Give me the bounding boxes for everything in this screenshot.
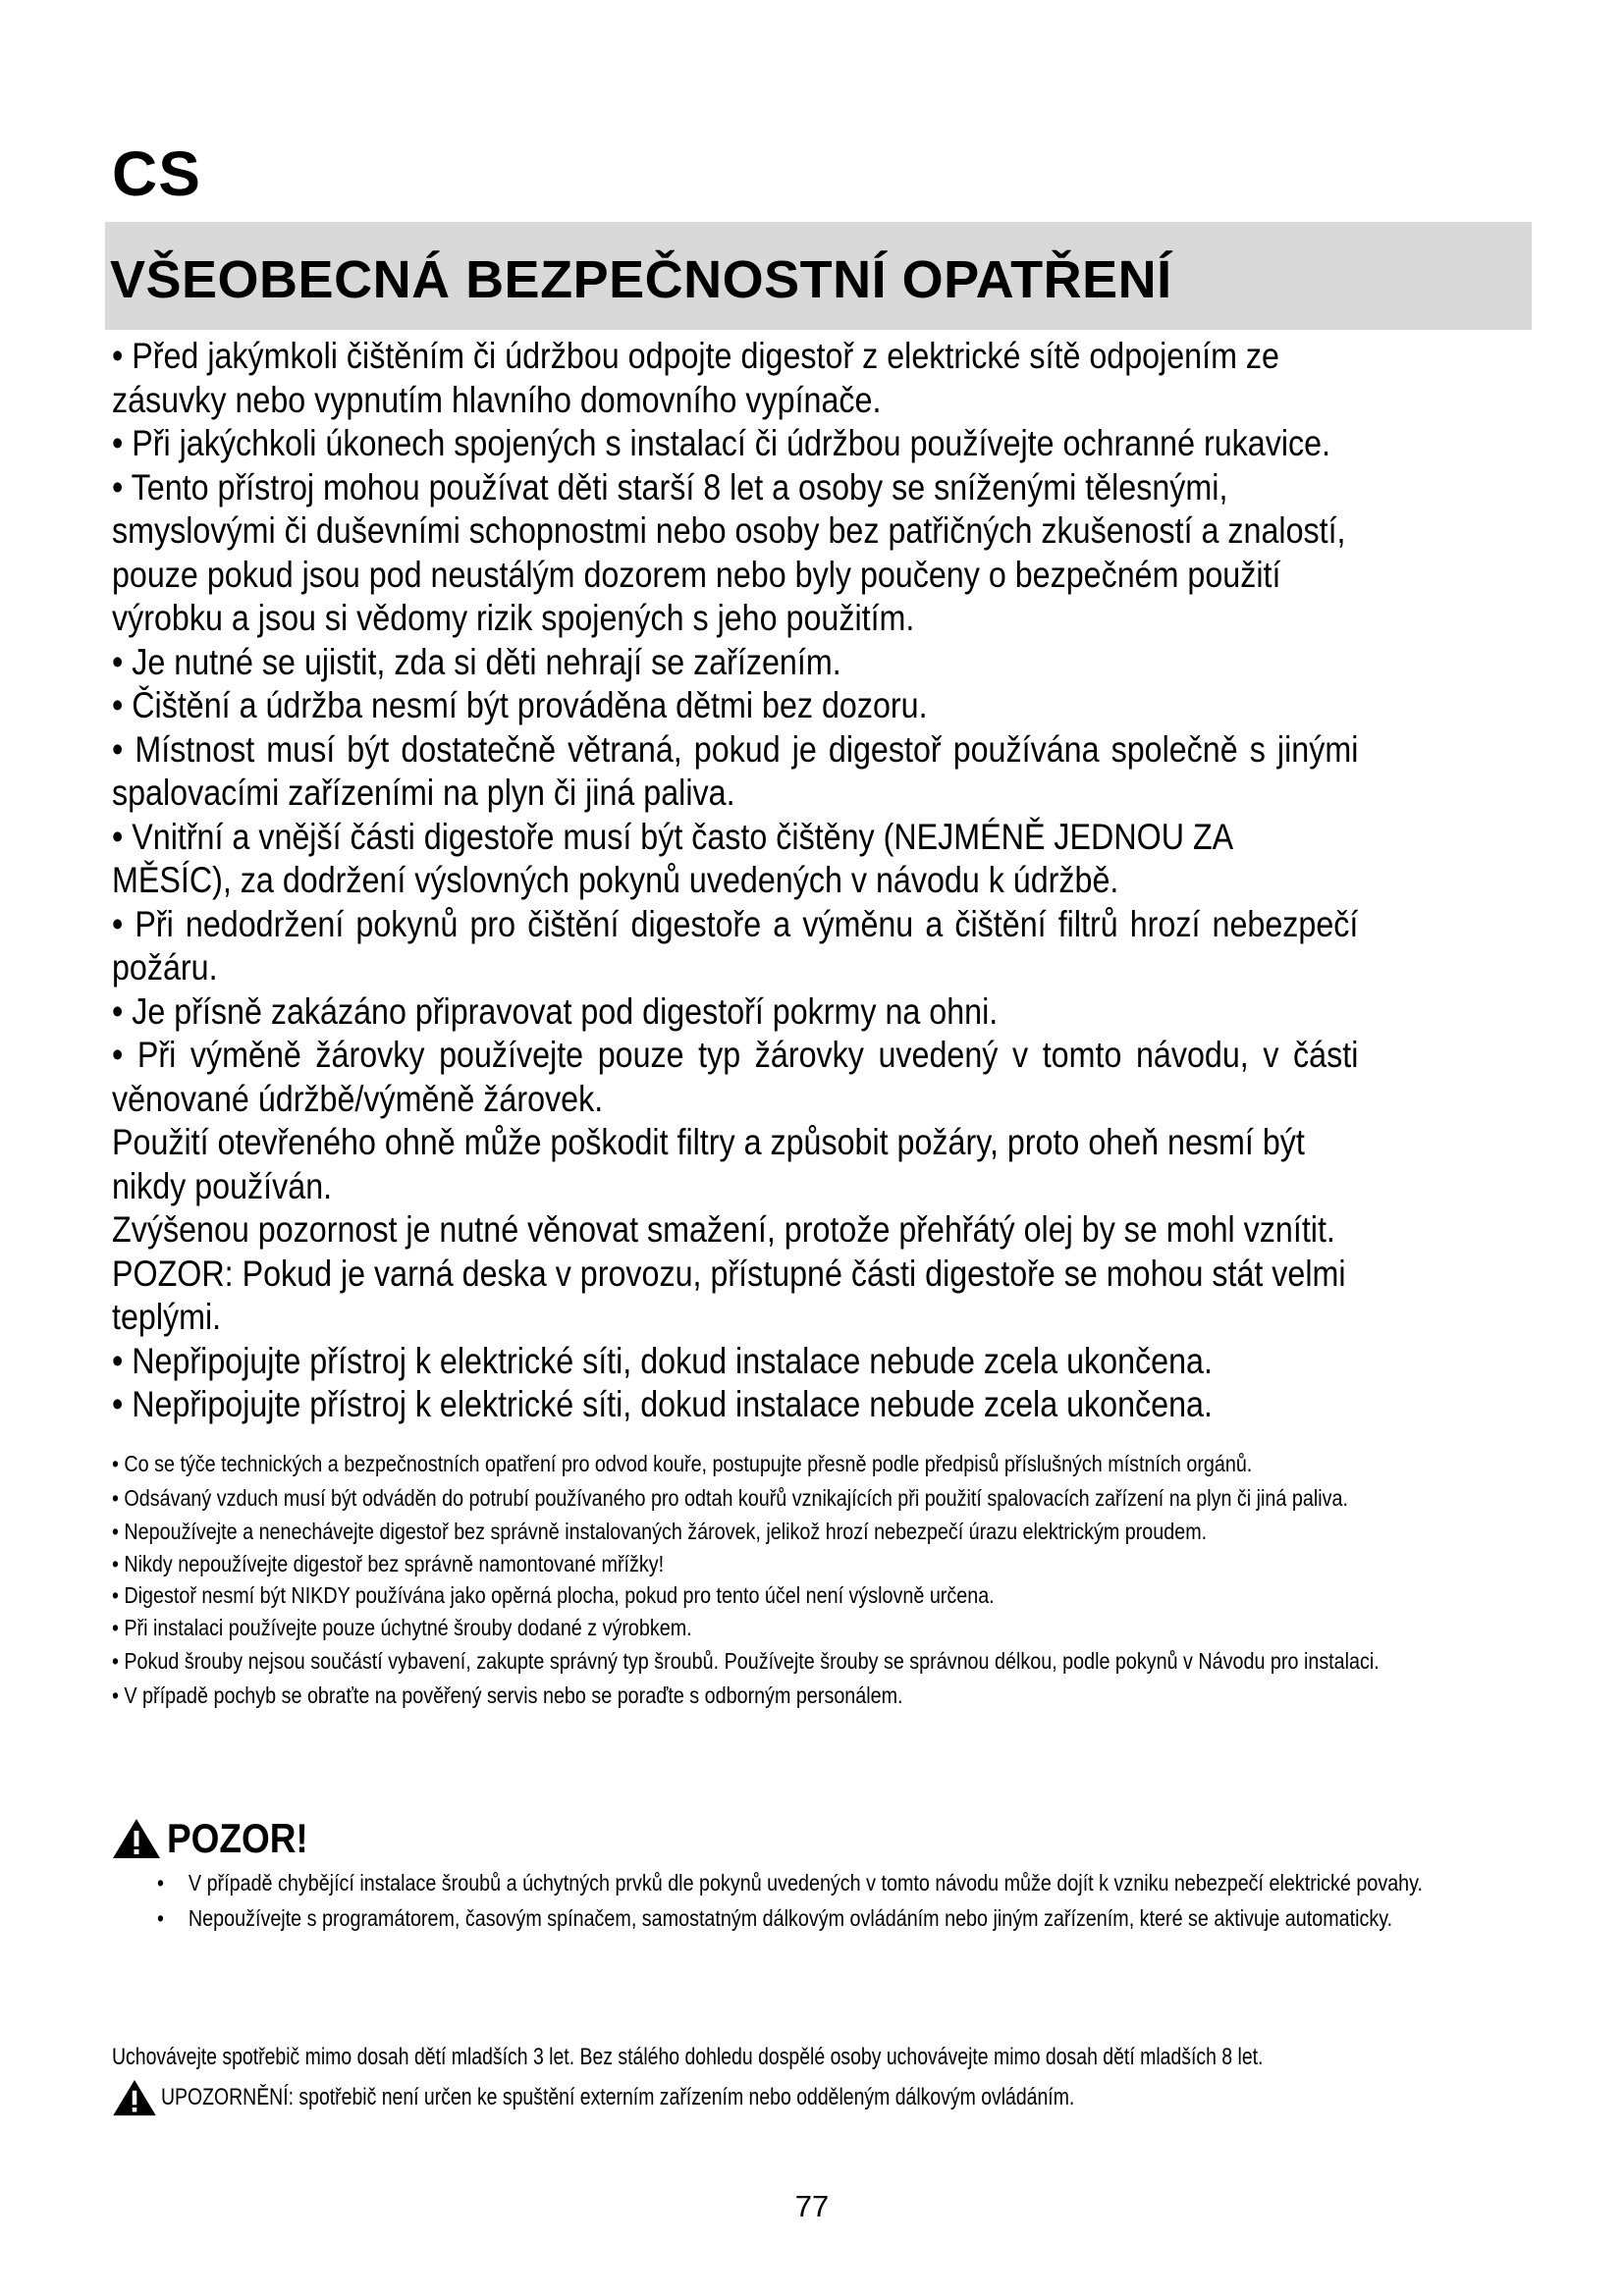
list-item: • Digestoř nesmí být NIKDY používána jako opěrná plocha, pokud pro tento účel není výslovně určena. <box>112 1582 995 1608</box>
warning-triangle-icon <box>112 2079 157 2116</box>
list-item: Zvýšenou pozornost je nutné věnovat smažení, protože přehřátý olej by se mohl vznítit. <box>112 1208 1335 1250</box>
list-item: • Nepoužívejte a nenechávejte digestoř bez správně instalovaných žárovek, jelikož hrozí nebezpečí úrazu elektrickým proudem. <box>112 1519 1208 1544</box>
list-item: • Místnost musí být dostatečně větraná, pokud je digestoř používána společně s jinými spalovacími zařízeními na plyn či jiná paliva. <box>112 727 1359 813</box>
caution-item: • Nepoužívejte s programátorem, časovým spínačem, samostatným dálkovým ovládáním nebo jiným zařízením, které se aktivuje automaticky. <box>157 1902 1510 1935</box>
list-item: • Co se týče technických a bezpečnostních opatření pro odvod kouře, postupujte přesně podle předpisů příslušných místních orgánů. <box>112 1451 1253 1476</box>
list-item: • V případě pochyb se obraťte na pověřený servis nebo se poraďte s odborným personálem. <box>112 1682 903 1708</box>
list-item: • Nepřipojujte přístroj k elektrické síti, dokud instalace nebude zcela ukončena. <box>112 1383 1213 1424</box>
list-item: • Je přísně zakázáno připravovat pod digestoří pokrmy na ohni. <box>112 989 999 1032</box>
list-item: • Čištění a údržba nesmí být prováděna dětmi bez dozoru. <box>112 684 928 725</box>
list-item: Použití otevřeného ohně může poškodit filtry a způsobit požáry, proto oheň nesmí být nikdy používán. <box>112 1121 1305 1206</box>
list-item: • Před jakýmkoli čištěním či údržbou odpojte digestoř z elektrické sítě odpojením ze zásuvky nebo vypnutím hlavního domovního vypínače. <box>112 335 1279 420</box>
caution-list <box>157 1867 1510 1938</box>
page-number: 77 <box>794 2189 830 2223</box>
list-item: • Při jakýchkoli úkonech spojených s instalací či údržbou používejte ochranné rukavice. <box>112 422 1331 463</box>
small-print-list <box>112 1448 1521 1711</box>
warning-note <box>112 2079 1289 2116</box>
list-item: • Při výměně žárovky používejte pouze typ žárovky uvedený v tomto návodu, v části věnované údržbě/výměně žárovek. <box>112 1034 1359 1119</box>
warning-note-text: UPOZORNĚNÍ: spotřebič není určen ke spuštění externím zařízením nebo odděleným dálkovým ovládáním. <box>161 2084 1075 2110</box>
list-item: POZOR: Pokud je varná deska v provozu, přístupné části digestoře se mohou stát velmi teplými. <box>112 1252 1346 1337</box>
list-item: • Pokud šrouby nejsou součástí vybavení, zakupte správný typ šroubů. Používejte šrouby se správnou délkou, podle pokynů v Návodu pro instalaci. <box>112 1648 1380 1674</box>
caution-heading <box>112 1815 327 1861</box>
list-item: • Nikdy nepoužívejte digestoř bez správně namontované mřížky! <box>112 1550 665 1576</box>
keep-away-note: Uchovávejte spotřebič mimo dosah dětí mladších 3 let. Bez stálého dohledu dospělé osoby uchovávejte mimo dosah dětí mladších 8 let. <box>112 2044 1264 2070</box>
list-item: • Při nedodržení pokynů pro čištění digestoře a výměnu a čištění filtrů hrozí nebezpečí požáru. <box>112 902 1359 988</box>
list-item: • Při instalaci používejte pouze úchytné šrouby dodané z výrobkem. <box>112 1614 692 1640</box>
list-item: • Tento přístroj mohou používat děti starší 8 let a osoby se sníženými tělesnými, smyslovými či duševními schopnostmi nebo osoby bez patřičných zkušeností a znalostí, pouze pokud jsou pod neustálým dozorem nebo byly poučeny o bezpečném použití výrobku a jsou si vědomy rizik spojených s jeho použitím. <box>112 465 1346 638</box>
caution-title: POZOR! <box>167 1815 308 1861</box>
language-code: CS <box>112 138 201 209</box>
list-item: • Nepřipojujte přístroj k elektrické síti, dokud instalace nebude zcela ukončena. <box>112 1339 1213 1381</box>
list-item: • Vnitřní a vnější části digestoře musí být často čištěny (NEJMÉNĚ JEDNOU ZA MĚSÍC), za dodržení výslovných pokynů uvedených v návodu k údržbě. <box>112 815 1232 900</box>
caution-item: • V případě chybějící instalace šroubů a úchytných prvků dle pokynů uvedených v tomto návodu může dojít k vzniku nebezpečí elektrické povahy. <box>157 1867 1510 1899</box>
list-item: • Je nutné se ujistit, zda si děti nehrají se zařízením. <box>112 640 841 682</box>
list-item: • Odsávaný vzduch musí být odváděn do potrubí používaného pro odtah kouřů vznikajících při použití spalovacích zařízení na plyn či jiná paliva. <box>112 1484 1348 1511</box>
warning-triangle-icon <box>112 1818 161 1859</box>
main-safety-list <box>112 334 1358 1426</box>
page-title: VŠEOBECNÁ BEZPEČNOSTNÍ OPATŘENÍ <box>110 250 1172 309</box>
